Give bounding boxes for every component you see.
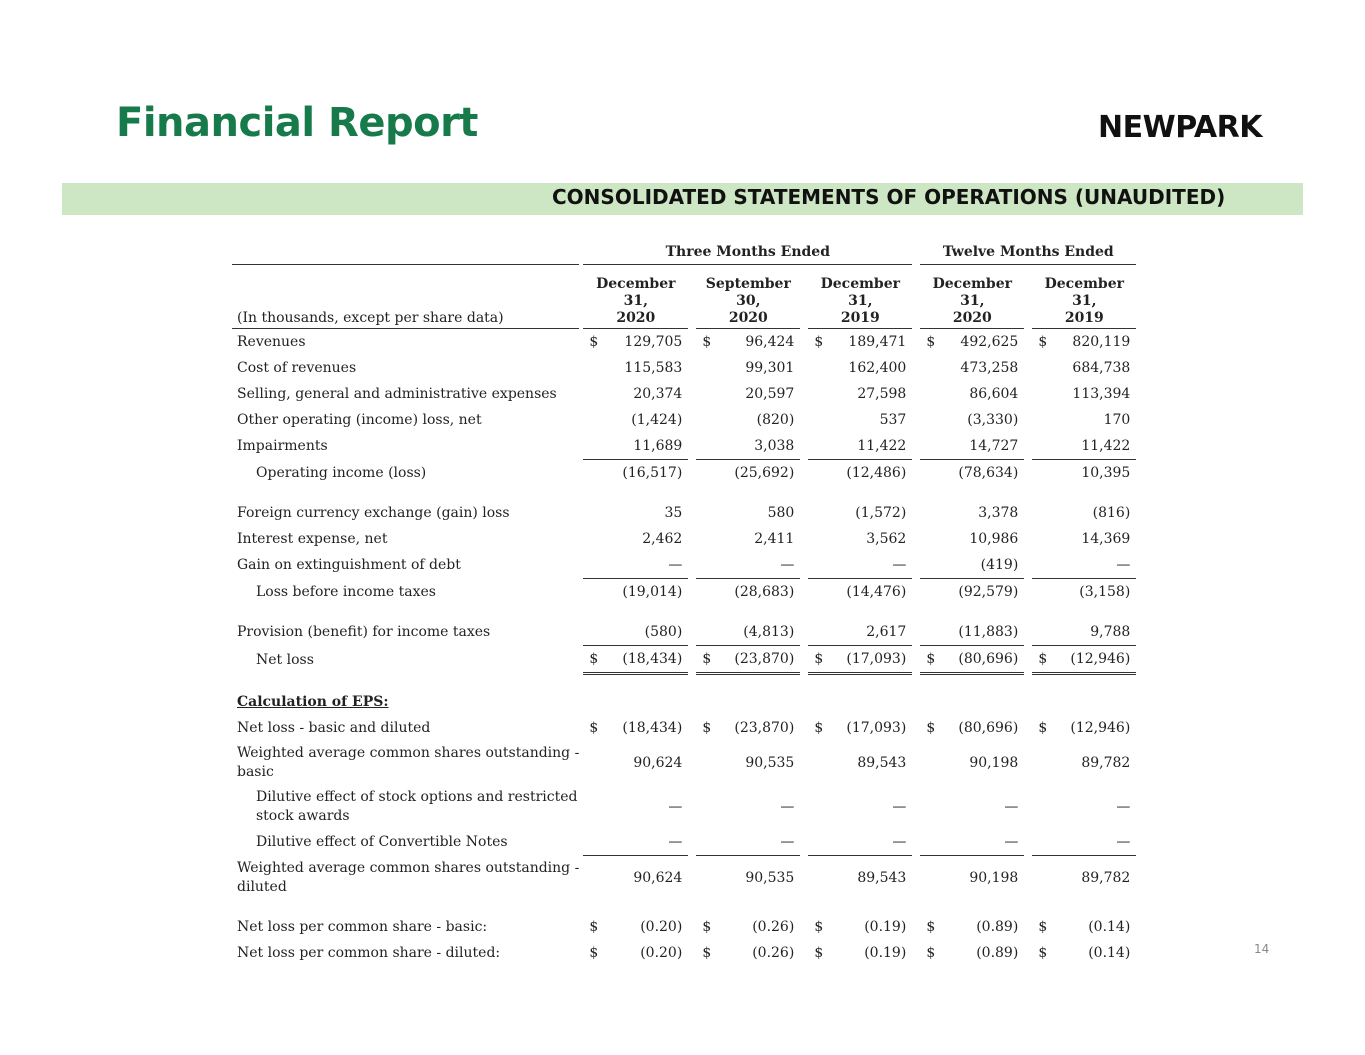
column-header-row xyxy=(232,265,1136,329)
currency-symbol: $ xyxy=(1038,334,1048,350)
value-cell: (12,486) xyxy=(838,459,912,486)
currency-symbol: $ xyxy=(926,919,936,935)
value-cell: (17,093) xyxy=(838,645,912,675)
currency-symbol xyxy=(696,829,726,855)
value-cell: (18,434) xyxy=(622,720,683,736)
value-cell: — xyxy=(668,798,683,815)
value-cell: (3,330) xyxy=(967,412,1019,428)
currency-symbol: $ xyxy=(702,720,712,736)
value-cell: 473,258 xyxy=(960,360,1019,376)
table-row xyxy=(232,741,1136,785)
value-cell: — xyxy=(668,834,683,850)
currency-symbol: $ xyxy=(702,334,712,350)
value-cell: (0.89) xyxy=(976,919,1019,935)
currency-symbol xyxy=(808,552,838,578)
currency-symbol xyxy=(1032,381,1062,407)
currency-symbol xyxy=(696,407,726,433)
value-cell: 3,038 xyxy=(754,438,795,454)
currency-symbol xyxy=(583,829,613,855)
column-header xyxy=(696,265,800,329)
row-label: Selling, general and administrative expenses xyxy=(237,386,557,402)
eps-heading-text: Calculation of EPS: xyxy=(237,694,389,710)
row-label: Impairments xyxy=(237,438,328,454)
value-cell: (419) xyxy=(980,557,1019,573)
column-header-month: September xyxy=(705,276,791,292)
currency-symbol xyxy=(808,855,838,900)
spacer-row xyxy=(232,675,1136,689)
currency-symbol xyxy=(1032,619,1062,645)
currency-symbol xyxy=(583,785,613,829)
currency-symbol xyxy=(1032,785,1062,829)
value-cell: (28,683) xyxy=(726,578,800,605)
value-cell: — xyxy=(1116,834,1131,850)
value-cell: — xyxy=(1116,798,1131,815)
page-number: 14 xyxy=(1254,942,1270,956)
column-header-day: 31, xyxy=(848,293,873,309)
value-cell: (80,696) xyxy=(950,645,1024,675)
row-label-line1: Dilutive effect of stock options and restricted xyxy=(256,789,578,805)
currency-symbol xyxy=(808,433,838,459)
value-cell: 113,394 xyxy=(1072,386,1131,402)
value-cell: (80,696) xyxy=(958,720,1019,736)
value-cell: — xyxy=(780,798,795,815)
currency-symbol xyxy=(1032,855,1062,900)
column-header-month: December xyxy=(1044,276,1124,292)
row-label: Gain on extinguishment of debt xyxy=(237,557,461,573)
currency-symbol xyxy=(696,381,726,407)
value-cell: 14,369 xyxy=(1081,531,1131,547)
group-header-three-months: Three Months Ended xyxy=(583,240,912,265)
value-cell: (0.89) xyxy=(976,945,1019,961)
row-label: Other operating (income) loss, net xyxy=(237,412,482,428)
row-label: Operating income (loss) xyxy=(256,464,427,481)
currency-symbol xyxy=(920,407,950,433)
value-cell: (580) xyxy=(644,624,683,640)
currency-symbol xyxy=(808,578,838,605)
value-cell: (816) xyxy=(1092,505,1131,521)
value-cell: (4,813) xyxy=(743,624,795,640)
row-label xyxy=(232,855,579,900)
currency-symbol: $ xyxy=(814,945,824,961)
value-cell: (23,870) xyxy=(734,720,795,736)
value-cell: (1,424) xyxy=(631,412,683,428)
value-cell: 90,535 xyxy=(745,754,795,771)
value-cell: (0.20) xyxy=(640,919,683,935)
currency-symbol xyxy=(920,459,950,486)
currency-symbol xyxy=(583,500,613,526)
value-cell: 35 xyxy=(664,505,683,521)
value-cell: 2,617 xyxy=(866,624,907,640)
currency-symbol xyxy=(920,381,950,407)
currency-symbol xyxy=(1032,526,1062,552)
currency-symbol xyxy=(583,855,613,900)
value-cell: (0.19) xyxy=(864,919,907,935)
currency-symbol: $ xyxy=(702,945,712,961)
table-row xyxy=(232,940,1136,966)
table-row xyxy=(232,407,1136,433)
table-row xyxy=(232,552,1136,578)
currency-symbol xyxy=(920,741,950,785)
currency-symbol xyxy=(583,526,613,552)
value-cell: — xyxy=(1004,834,1019,850)
currency-symbol xyxy=(583,459,613,486)
value-cell: 189,471 xyxy=(848,334,907,350)
currency-symbol: $ xyxy=(583,645,613,675)
value-cell: 115,583 xyxy=(624,360,683,376)
table-row xyxy=(232,459,1136,486)
value-cell: 10,395 xyxy=(1062,459,1136,486)
page-title: Financial Report xyxy=(116,100,478,146)
currency-symbol xyxy=(1032,741,1062,785)
currency-symbol xyxy=(1032,829,1062,855)
row-label-line2: stock awards xyxy=(256,808,350,824)
currency-symbol xyxy=(920,552,950,578)
table-row xyxy=(232,500,1136,526)
value-cell: 90,198 xyxy=(969,754,1019,771)
currency-symbol xyxy=(696,785,726,829)
currency-symbol xyxy=(808,741,838,785)
table-row xyxy=(232,578,1136,605)
column-header-year: 2020 xyxy=(728,310,768,326)
currency-symbol: $ xyxy=(926,945,936,961)
currency-symbol xyxy=(1032,355,1062,381)
currency-symbol: $ xyxy=(920,645,950,675)
currency-symbol xyxy=(583,619,613,645)
currency-symbol xyxy=(808,619,838,645)
value-cell: 684,738 xyxy=(1072,360,1131,376)
value-cell: 2,462 xyxy=(642,531,683,547)
table-row xyxy=(232,526,1136,552)
currency-symbol xyxy=(920,355,950,381)
value-cell: (0.19) xyxy=(864,945,907,961)
value-cell: 89,543 xyxy=(838,855,912,900)
table-row xyxy=(232,329,1136,355)
value-cell: (0.26) xyxy=(752,945,795,961)
column-header xyxy=(920,265,1024,329)
value-cell: (23,870) xyxy=(726,645,800,675)
row-label: Net loss xyxy=(256,652,314,668)
value-cell: 11,422 xyxy=(1081,438,1131,454)
operations-table xyxy=(232,240,1136,966)
row-label-line1: Weighted average common shares outstanding - xyxy=(237,745,580,761)
value-cell: (3,158) xyxy=(1062,578,1136,605)
currency-symbol xyxy=(583,741,613,785)
currency-symbol xyxy=(920,619,950,645)
column-header xyxy=(808,265,912,329)
value-cell: 11,422 xyxy=(857,438,907,454)
column-header-year: 2020 xyxy=(616,310,656,326)
row-label: Revenues xyxy=(237,334,306,350)
column-header-month: December xyxy=(932,276,1012,292)
currency-symbol xyxy=(583,433,613,459)
column-header-day: 31, xyxy=(1072,293,1097,309)
currency-symbol xyxy=(920,526,950,552)
column-header xyxy=(583,265,688,329)
currency-symbol xyxy=(696,355,726,381)
currency-symbol xyxy=(583,578,613,605)
currency-symbol: $ xyxy=(1038,945,1048,961)
currency-symbol xyxy=(696,741,726,785)
currency-symbol xyxy=(920,855,950,900)
currency-symbol xyxy=(1032,459,1062,486)
currency-symbol xyxy=(1032,407,1062,433)
units-label: (In thousands, except per share data) xyxy=(232,265,579,329)
currency-symbol xyxy=(808,785,838,829)
value-cell: (0.14) xyxy=(1088,919,1131,935)
value-cell: — xyxy=(892,798,907,815)
row-label xyxy=(232,785,579,829)
value-cell: (0.14) xyxy=(1088,945,1131,961)
currency-symbol: $ xyxy=(1038,720,1048,736)
value-cell: 89,782 xyxy=(1062,855,1136,900)
value-cell: 90,624 xyxy=(613,855,688,900)
currency-symbol xyxy=(1032,433,1062,459)
currency-symbol: $ xyxy=(589,919,599,935)
currency-symbol xyxy=(696,552,726,578)
value-cell: 89,782 xyxy=(1081,754,1131,771)
currency-symbol: $ xyxy=(1038,919,1048,935)
value-cell: (12,946) xyxy=(1062,645,1136,675)
row-label: Provision (benefit) for income taxes xyxy=(237,624,491,640)
currency-symbol: $ xyxy=(814,919,824,935)
value-cell: (1,572) xyxy=(855,505,907,521)
value-cell: 14,727 xyxy=(969,438,1019,454)
table-row xyxy=(232,829,1136,855)
value-cell: 27,598 xyxy=(857,386,907,402)
row-label: Net loss - basic and diluted xyxy=(237,720,431,736)
currency-symbol xyxy=(696,500,726,526)
currency-symbol xyxy=(696,619,726,645)
header-spacer xyxy=(232,240,579,265)
currency-symbol xyxy=(920,433,950,459)
banner-title: CONSOLIDATED STATEMENTS OF OPERATIONS (UNAUDITED) xyxy=(552,185,1226,209)
column-header-month: December xyxy=(596,276,676,292)
group-header-twelve-months: Twelve Months Ended xyxy=(920,240,1136,265)
value-cell: 9,788 xyxy=(1090,624,1131,640)
currency-symbol: $ xyxy=(589,945,599,961)
table-row xyxy=(232,785,1136,829)
currency-symbol xyxy=(583,381,613,407)
currency-symbol xyxy=(696,526,726,552)
value-cell: (0.20) xyxy=(640,945,683,961)
value-cell: 537 xyxy=(879,412,907,428)
value-cell: (14,476) xyxy=(838,578,912,605)
eps-heading xyxy=(232,689,579,715)
value-cell: — xyxy=(780,557,795,573)
value-cell: (25,692) xyxy=(726,459,800,486)
value-cell: (78,634) xyxy=(950,459,1024,486)
value-cell: (11,883) xyxy=(958,624,1019,640)
currency-symbol: $ xyxy=(589,720,599,736)
currency-symbol: $ xyxy=(696,645,726,675)
eps-heading-row xyxy=(232,689,1136,715)
currency-symbol xyxy=(920,500,950,526)
row-label xyxy=(232,741,579,785)
value-cell: 90,198 xyxy=(950,855,1024,900)
column-header xyxy=(1032,265,1136,329)
value-cell: 90,535 xyxy=(726,855,800,900)
currency-symbol xyxy=(1032,578,1062,605)
value-cell: — xyxy=(892,834,907,850)
currency-symbol xyxy=(696,459,726,486)
value-cell: 129,705 xyxy=(624,334,683,350)
value-cell: — xyxy=(1116,557,1131,573)
column-header-year: 2020 xyxy=(952,310,992,326)
currency-symbol: $ xyxy=(1032,645,1062,675)
currency-symbol xyxy=(808,829,838,855)
value-cell: (19,014) xyxy=(613,578,688,605)
value-cell: 162,400 xyxy=(848,360,907,376)
row-label-line2: diluted xyxy=(237,878,287,895)
value-cell: (18,434) xyxy=(613,645,688,675)
value-cell: (16,517) xyxy=(613,459,688,486)
currency-symbol: $ xyxy=(814,334,824,350)
value-cell: 89,543 xyxy=(857,754,907,771)
table-row xyxy=(232,355,1136,381)
currency-symbol xyxy=(1032,500,1062,526)
currency-symbol xyxy=(583,407,613,433)
currency-symbol xyxy=(808,526,838,552)
currency-symbol xyxy=(808,407,838,433)
currency-symbol xyxy=(920,785,950,829)
row-label: Foreign currency exchange (gain) loss xyxy=(237,505,510,521)
currency-symbol xyxy=(808,459,838,486)
currency-symbol xyxy=(808,500,838,526)
column-header-year: 2019 xyxy=(1064,310,1104,326)
value-cell: — xyxy=(668,557,683,573)
row-label-line1: Weighted average common shares outstanding - xyxy=(237,859,580,876)
currency-symbol: $ xyxy=(808,645,838,675)
row-label: Interest expense, net xyxy=(237,531,388,547)
table-row xyxy=(232,855,1136,900)
row-label: Net loss per common share - diluted: xyxy=(237,945,501,961)
row-label: Net loss per common share - basic: xyxy=(237,919,488,935)
currency-symbol xyxy=(808,355,838,381)
currency-symbol xyxy=(583,355,613,381)
table-row xyxy=(232,619,1136,645)
spacer-row xyxy=(232,486,1136,500)
value-cell: (0.26) xyxy=(752,919,795,935)
column-header-day: 31, xyxy=(960,293,985,309)
currency-symbol: $ xyxy=(589,334,599,350)
value-cell: (12,946) xyxy=(1070,720,1131,736)
currency-symbol xyxy=(583,552,613,578)
row-label: Loss before income taxes xyxy=(256,583,436,600)
spacer-row xyxy=(232,605,1136,619)
value-cell: 2,411 xyxy=(754,531,795,547)
value-cell: — xyxy=(1004,798,1019,815)
value-cell: 11,689 xyxy=(633,438,683,454)
currency-symbol: $ xyxy=(814,720,824,736)
currency-symbol xyxy=(696,433,726,459)
value-cell: 10,986 xyxy=(969,531,1019,547)
table-row xyxy=(232,433,1136,459)
value-cell: 96,424 xyxy=(745,334,795,350)
value-cell: 20,597 xyxy=(745,386,795,402)
table-row xyxy=(232,715,1136,741)
value-cell: 20,374 xyxy=(633,386,683,402)
group-header-row xyxy=(232,240,1136,265)
value-cell: (820) xyxy=(756,412,795,428)
value-cell: — xyxy=(892,557,907,573)
value-cell: 3,378 xyxy=(978,505,1019,521)
value-cell: 90,624 xyxy=(633,754,683,771)
currency-symbol: $ xyxy=(702,919,712,935)
spacer-row xyxy=(232,900,1136,914)
currency-symbol: $ xyxy=(926,334,936,350)
column-header-day: 31, xyxy=(623,293,648,309)
value-cell: — xyxy=(780,834,795,850)
column-header-month: December xyxy=(820,276,900,292)
company-logo: NEWPARK xyxy=(1098,110,1262,145)
table-row xyxy=(232,645,1136,675)
currency-symbol xyxy=(808,381,838,407)
currency-symbol xyxy=(696,578,726,605)
value-cell: (17,093) xyxy=(846,720,907,736)
currency-symbol xyxy=(920,829,950,855)
value-cell: 820,119 xyxy=(1072,334,1131,350)
table-row xyxy=(232,914,1136,940)
value-cell: 99,301 xyxy=(745,360,795,376)
row-label: Dilutive effect of Convertible Notes xyxy=(256,834,508,850)
currency-symbol xyxy=(920,578,950,605)
currency-symbol: $ xyxy=(926,720,936,736)
value-cell: 580 xyxy=(767,505,795,521)
value-cell: 492,625 xyxy=(960,334,1019,350)
currency-symbol xyxy=(696,855,726,900)
column-header-day: 30, xyxy=(736,293,761,309)
table-row xyxy=(232,381,1136,407)
value-cell: 3,562 xyxy=(866,531,907,547)
value-cell: (92,579) xyxy=(950,578,1024,605)
row-label-line2: basic xyxy=(237,764,274,780)
value-cell: 170 xyxy=(1103,412,1131,428)
currency-symbol xyxy=(1032,552,1062,578)
column-header-year: 2019 xyxy=(840,310,880,326)
statement-banner xyxy=(62,183,1303,215)
value-cell: 86,604 xyxy=(969,386,1019,402)
row-label: Cost of revenues xyxy=(237,360,357,376)
